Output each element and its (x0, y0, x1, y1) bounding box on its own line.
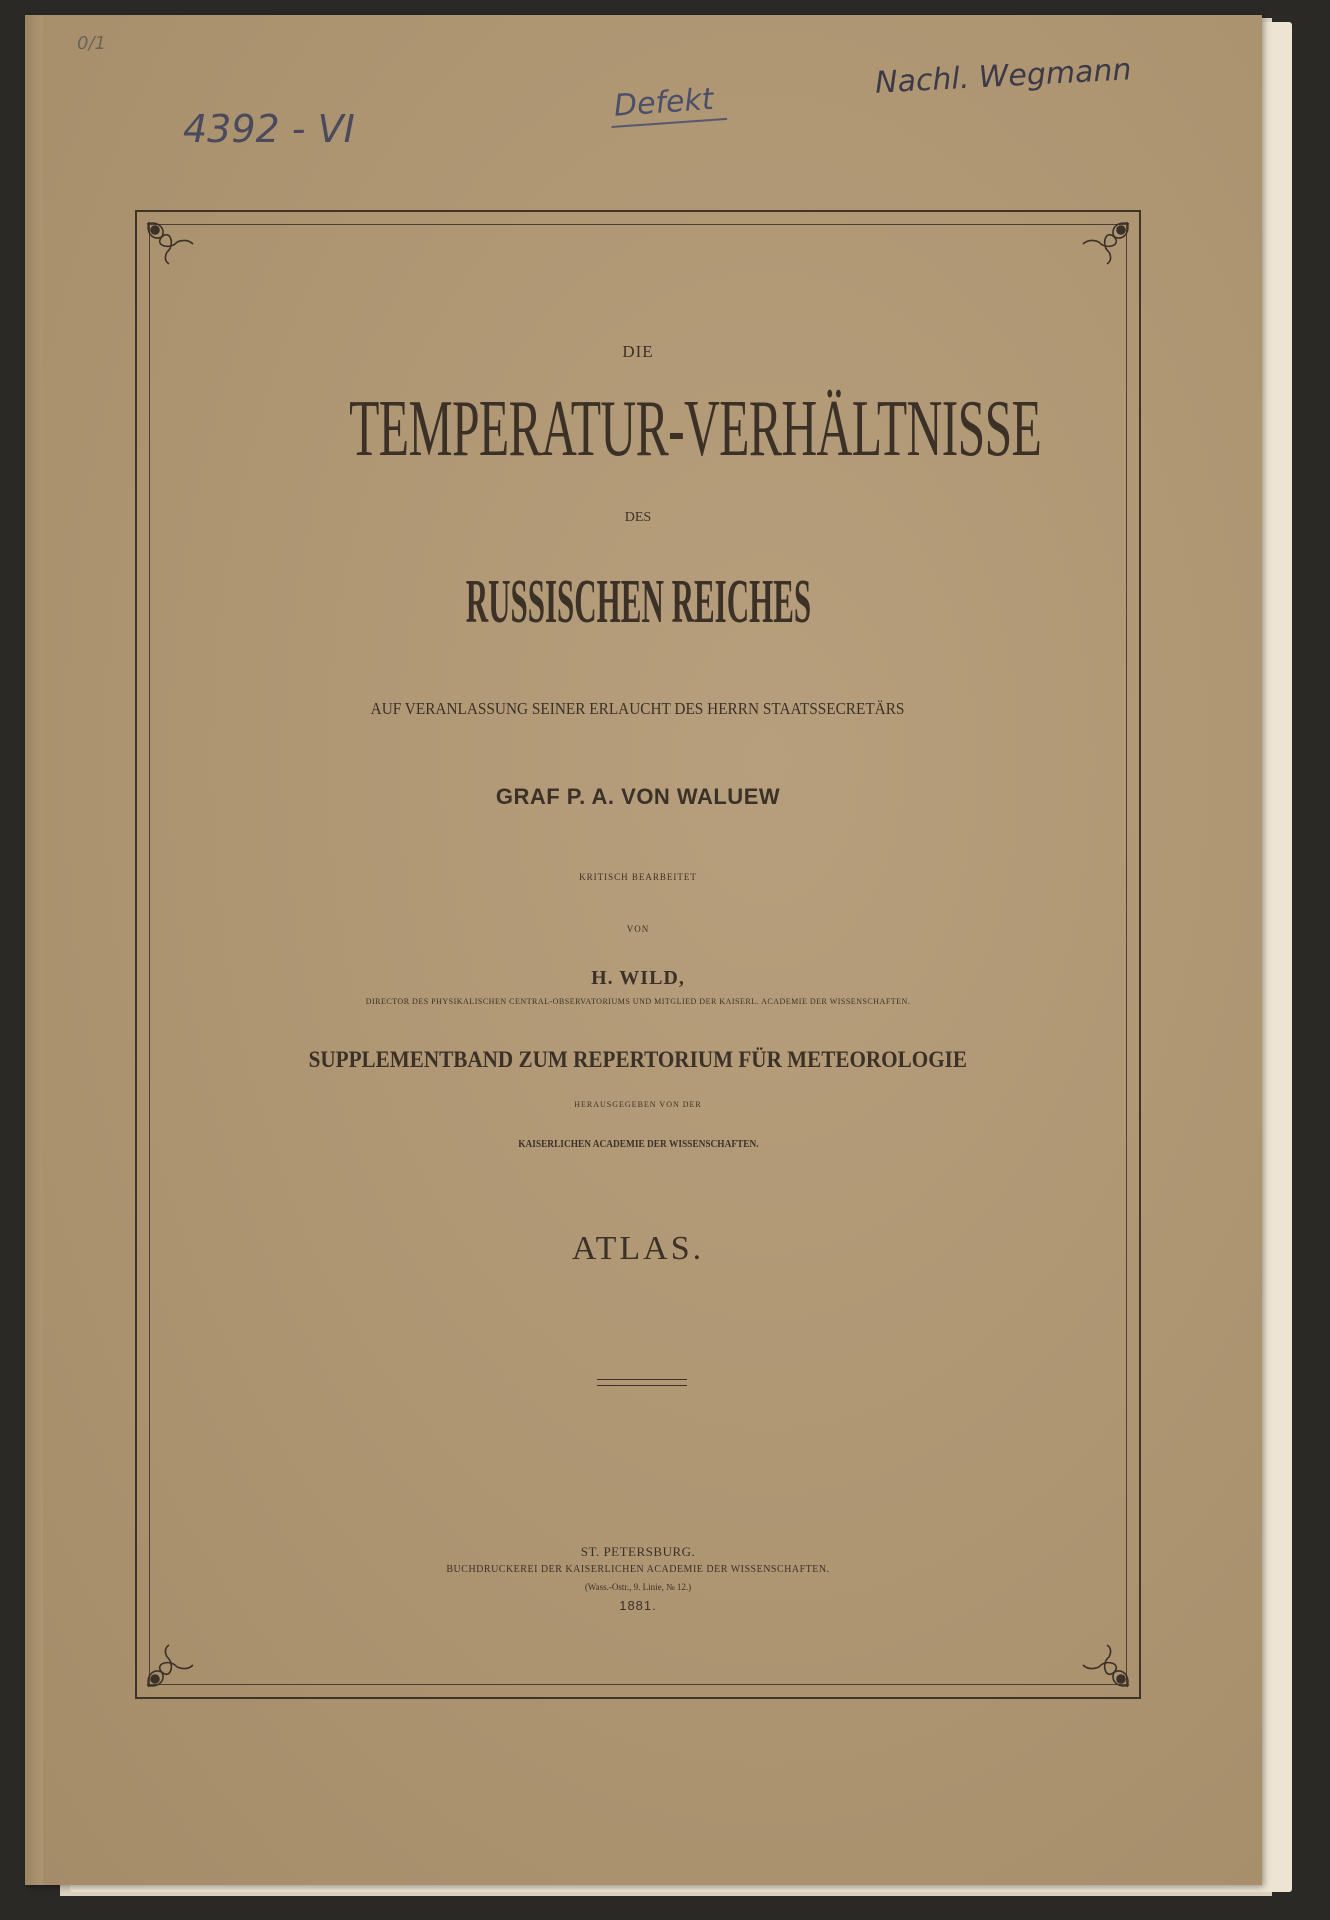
author-title: DIRECTOR DES PHYSIKALISCHEN CENTRAL-OBSERVATORIUMS UND MITGLIED DER KAISERL. ACADEMIE DER WISSENSCHAFTEN. (365, 997, 911, 1006)
des-label: DES (624, 510, 652, 525)
atlas-label: ATLAS. (571, 1230, 705, 1267)
main-title-row (137, 384, 1139, 474)
edited-label: KRITISCH BEARBEITET (579, 872, 697, 882)
patron-name: GRAF P. A. VON WALUEW (495, 784, 781, 809)
die-label: DIE (622, 342, 654, 361)
commission-text: AUF VERANLASSUNG SEINER ERLAUCHT DES HERRN STAATSSECRETÄRS (371, 699, 905, 718)
author-name: H. WILD, (591, 967, 685, 989)
academy-row (137, 1134, 1139, 1148)
subtitle: RUSSISCHEN REICHES (465, 568, 811, 636)
city-label: ST. PETERSBURG. (580, 1544, 696, 1559)
provenance-handwriting: Nachl. Wegmann (874, 52, 1133, 101)
commission-row (137, 699, 1139, 721)
printer-label: BUCHDRUCKEREI DER KAISERLICHEN ACADEMIE DER WISSENSCHAFTEN. (446, 1564, 830, 1575)
spine-edge (25, 15, 43, 1885)
von-label: VON (626, 924, 650, 934)
shelfmark-handwriting: 4392 - VI (183, 107, 355, 151)
double-rule-divider (597, 1379, 687, 1386)
corner-ornament-bottom-left (141, 1643, 199, 1693)
main-title: TEMPERATUR-VERHÄLTNISSE (349, 385, 1042, 473)
series-row (137, 1047, 1139, 1075)
series-title: SUPPLEMENTBAND ZUM REPERTORIUM FÜR METEOROLOGIE (308, 1047, 968, 1072)
published-by: HERAUSGEGEBEN VON DER (574, 1100, 702, 1109)
academy-name: KAISERLICHEN ACADEMIE DER WISSENSCHAFTEN. (517, 1138, 759, 1150)
address-label: (Wass.-Ostr., 9. Linie, № 12.) (584, 1582, 692, 1592)
corner-ornament-top-right (1077, 216, 1135, 266)
corner-ornament-top-left (141, 216, 199, 266)
book-cover (25, 15, 1262, 1885)
corner-handwriting: 0/1 (77, 33, 106, 54)
defekt-handwriting: Defekt (609, 81, 727, 128)
subtitle-row (137, 567, 1139, 637)
corner-ornament-bottom-right (1077, 1643, 1135, 1693)
title-frame (135, 210, 1141, 1699)
year-label: 1881. (619, 1598, 657, 1613)
